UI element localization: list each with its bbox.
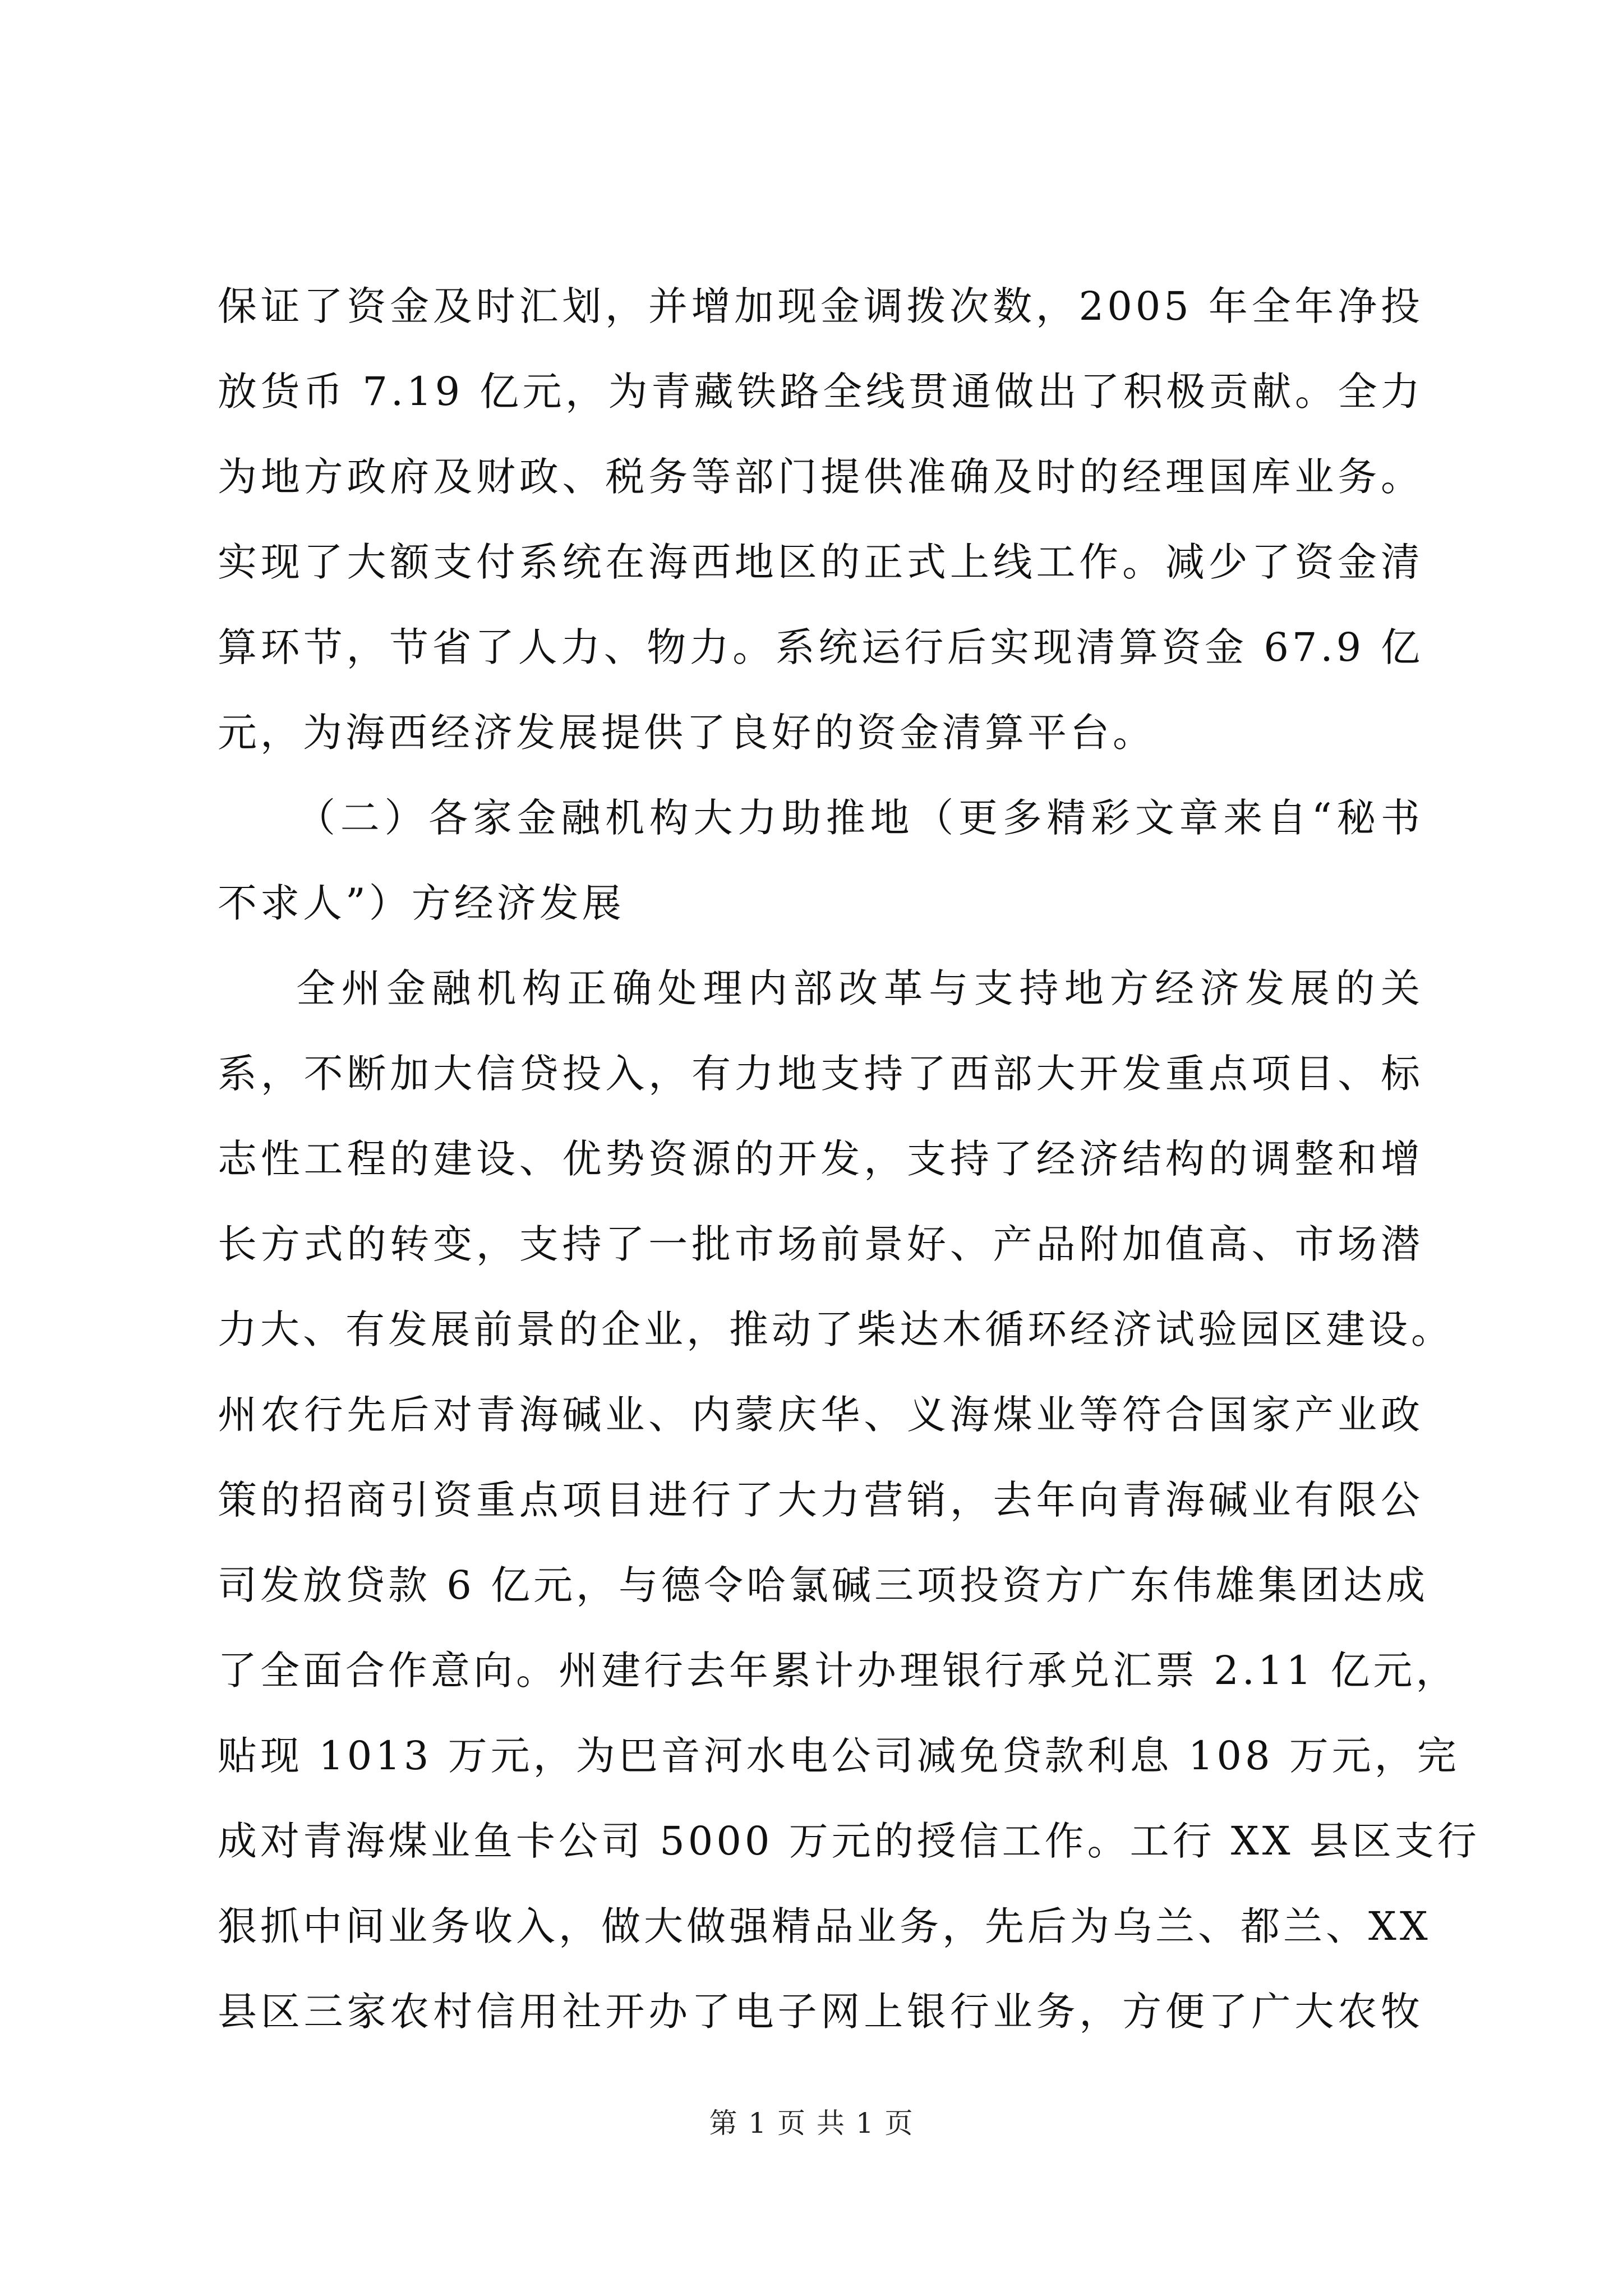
text-line: 保证了资金及时汇划，并增加现金调拨次数，2005 年全年净投 <box>218 283 1423 329</box>
text-line: 元，为海西经济发展提供了良好的资金清算平台。 <box>218 710 1155 756</box>
document-body <box>218 264 1480 2054</box>
page-footer <box>0 2101 1623 2141</box>
text-line: 放货币 7.19 亿元，为青藏铁路全线贯通做出了积极贡献。全力 <box>218 369 1423 415</box>
text-line: 长方式的转变，支持了一批市场前景好、产品附加值高、市场潜 <box>218 1221 1423 1267</box>
text-line: 了全面合作意向。州建行去年累计办理银行承兑汇票 2.11 亿元， <box>218 1648 1459 1694</box>
section-heading-line: （二）各家金融机构大力助推地（更多精彩文章来自“秘书 <box>296 795 1423 841</box>
text-line: 成对青海煤业鱼卡公司 5000 万元的授信工作。工行 XX 县区支行 <box>218 1818 1480 1864</box>
section-heading-line: 不求人”）方经济发展 <box>218 880 625 926</box>
page-number-label: 第 1 页 共 1 页 <box>709 2107 914 2139</box>
text-line: 县区三家农村信用社开办了电子网上银行业务，方便了广大农牧 <box>218 1989 1423 2035</box>
text-line: 贴现 1013 万元，为巴音河水电公司减免贷款利息 108 万元，完 <box>218 1733 1460 1779</box>
text-line: 狠抓中间业务收入，做大做强精品业务，先后为乌兰、都兰、XX <box>218 1903 1431 1949</box>
text-line: 力大、有发展前景的企业，推动了柴达木循环经济试验园区建设。 <box>218 1306 1454 1352</box>
text-line: 为地方政府及财政、税务等部门提供准确及时的经理国库业务。 <box>218 454 1423 500</box>
text-line: 司发放贷款 6 亿元，与德令哈氯碱三项投资方广东伟雄集团达成 <box>218 1562 1429 1608</box>
text-line: 策的招商引资重点项目进行了大力营销，去年向青海碱业有限公 <box>218 1477 1423 1523</box>
paragraph-first-line: 全州金融机构正确处理内部改革与支持地方经济发展的关 <box>296 965 1423 1011</box>
text-line: 实现了大额支付系统在海西地区的正式上线工作。减少了资金清 <box>218 539 1423 585</box>
text-line: 州农行先后对青海碱业、内蒙庆华、义海煤业等符合国家产业政 <box>218 1392 1423 1438</box>
text-line: 算环节，节省了人力、物力。系统运行后实现清算资金 67.9 亿 <box>218 624 1423 670</box>
text-line: 志性工程的建设、优势资源的开发，支持了经济结构的调整和增 <box>218 1136 1423 1182</box>
text-line: 系，不断加大信贷投入，有力地支持了西部大开发重点项目、标 <box>218 1051 1423 1097</box>
